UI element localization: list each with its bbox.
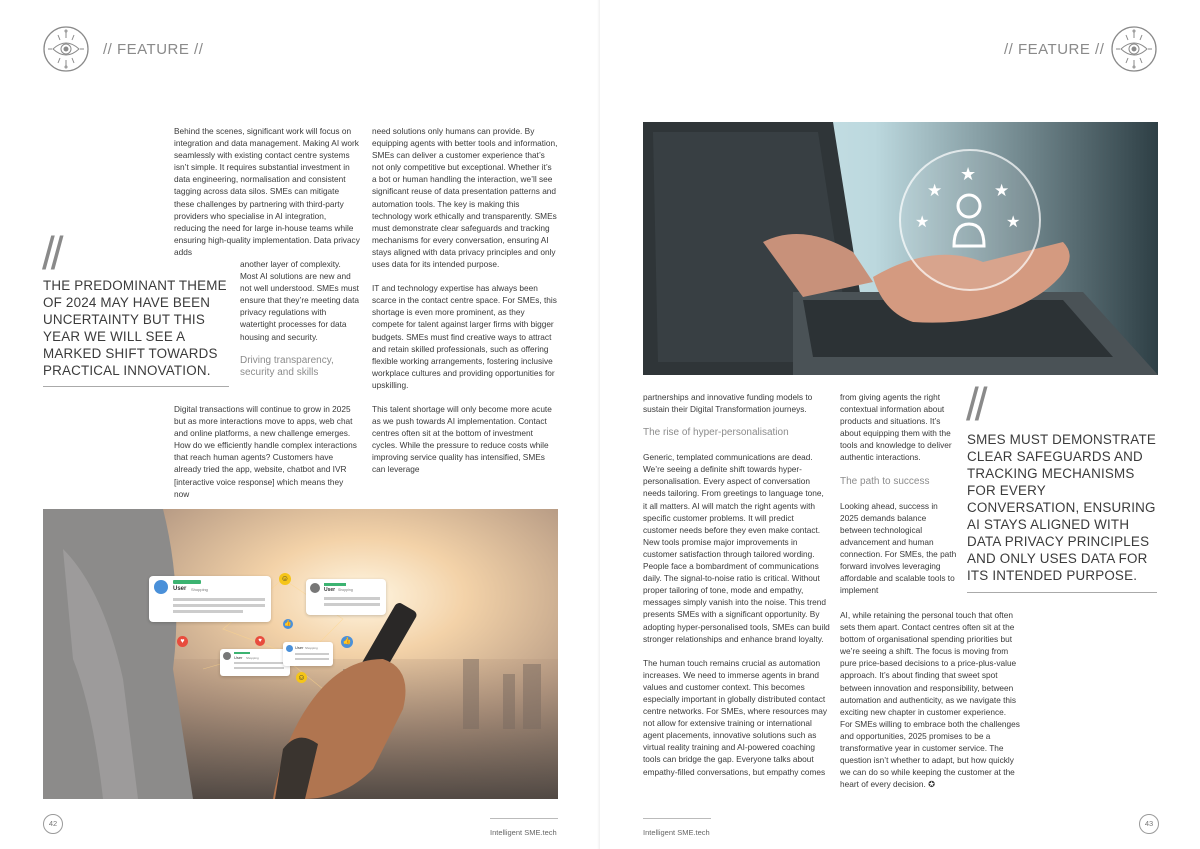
card-tag: Shopping: [246, 656, 259, 660]
footer-publication: Intelligent SME.tech: [643, 828, 710, 837]
text-line: [234, 667, 284, 669]
smiley-icon: ☺: [297, 673, 306, 682]
body-column-2-wide: [840, 609, 1020, 790]
paragraph: from giving agents the right contextual information about products and situations. It’s about equipping them with the tools and knowledge to deliver authentic interactions.: [840, 392, 952, 463]
laptop-rating-photo: [643, 122, 1158, 375]
body-column-2-narrow: [840, 391, 957, 596]
rating-stars: [173, 580, 201, 584]
quote-mark: //: [966, 378, 984, 430]
avatar: [154, 580, 168, 594]
heart-icon: ♥: [177, 636, 188, 647]
footer-divider: [490, 818, 558, 819]
body-column-1-indented: [240, 258, 360, 391]
card-user-name: User: [295, 645, 304, 650]
body-column-2: [372, 125, 558, 488]
section-label: // FEATURE //: [103, 41, 204, 58]
card-user-name: User: [234, 655, 243, 660]
subheading: Driving transparency, security and skills: [240, 354, 334, 378]
page-number: 43: [1139, 814, 1159, 834]
text-line: [295, 658, 329, 660]
quote-mark: //: [42, 227, 60, 279]
social-card: [306, 579, 386, 615]
text-line: [173, 598, 265, 601]
like-icon: 👍: [341, 636, 353, 648]
paragraph: need solutions only humans can provide. By equipping agents with better tools and information, SMEs can deliver a customer experience that’s not only competitive but exceptional. Whether it’s a bot or human handling the interaction, we’ll see significant reuse of data presentation patterns and automation tools. The key is making this technology work ethically and transparently. SMEs must demonstrate clear safeguards and tracking mechanisms for every conversation, ensuring AI stays aligned with data privacy principles and only uses data for its intended purpose.: [372, 126, 558, 270]
subheading: The rise of hyper-personalisation: [643, 427, 789, 439]
phone-social-photo: [43, 509, 558, 799]
star-icon: ★: [994, 181, 1010, 200]
rating-stars: [324, 583, 346, 586]
card-user-name: User: [173, 586, 187, 592]
text-line: [324, 597, 380, 600]
section-label: // FEATURE //: [1004, 41, 1105, 58]
page-number: 42: [43, 814, 63, 834]
text-line: [295, 653, 329, 655]
footer-divider: [643, 818, 711, 819]
paragraph: The human touch remains crucial as automation increases. We need to immerse agents in brand values and customer context. This becomes especially important in globally distributed contact centre networks. For SMEs, where resources may not allow for extensive training or international agent placements, innovative solutions such as virtual reality training and AI-powered coaching tools can bridge the gap. Everyone talks about empathy-filled conversations, but empathy comes: [643, 657, 827, 777]
pull-quote: THE PREDOMINANT THEME OF 2024 MAY HAVE BEEN UNCERTAINTY BUT THIS YEAR WE WILL SEE A MARKED SHIFT TOWARDS PRACTICAL INNOVATION.: [43, 278, 227, 378]
pull-quote: SMES MUST DEMONSTRATE CLEAR SAFEGUARDS AND TRACKING MECHANISMS FOR EVERY CONVERSATION, ENSURING AI STAYS ALIGNED WITH DATA PRIVACY PRINCIPLES AND ONLY USES DATA FOR ITS INTENDED PURPOSE.: [967, 432, 1156, 583]
paragraph: Generic, templated communications are dead. We’re seeing a definite shift towards hyper-personalisation. Every aspect of conversation needs tailoring. From greetings to language tone, it all matters. AI will match the right agents with specific customer problems. It will predict customer needs before they even make contact. New tools promise major improvements in customer satisfaction through tailored wording. People face a bombardment of communications daily. The signal-to-noise ratio is critical. Without proper tailoring of tone, mode and empathy, messages simply vanish into the noise. This trend presents SMEs with a significant opportunity. By adopting hyper-personalised tools, SMEs can build stronger relationships and enhance brand loyalty.: [643, 452, 830, 644]
star-icon: ★: [1006, 214, 1021, 231]
paragraph: Looking ahead, success in 2025 demands balance between technological advancement and human connection. For SMEs, the path forward involves leveraging affordable and scalable tools to implement: [840, 500, 957, 596]
social-card: [220, 649, 290, 676]
text-line: [173, 610, 243, 613]
paragraph: AI, while retaining the personal touch that often sets them apart. Contact centres often sit at the bottom of organisational spending priorities but we’re seeing a shift. The focus is moving from pure price-based decisions to a price-plus-value approach. It’s about finding that sweet spot between innovation and responsibility, between automation and authenticity, as we navigate this exciting new chapter in customer experience. For SMEs willing to embrace both the challenges and opportunities, 2025 promises to be a transformative year in customer service. The question isn’t whether to adapt, but how quickly we can do so while keeping the customer at the heart of every decision.: [840, 610, 1020, 790]
text-line: [324, 603, 380, 606]
heart-icon: ♥: [255, 636, 265, 646]
pull-quote-divider: [967, 592, 1157, 593]
text-line: [234, 662, 284, 664]
smiley-icon: ☺: [280, 574, 290, 583]
card-tag: Shopping: [191, 587, 208, 592]
text-line: [173, 604, 265, 607]
user-rating-icon: [951, 192, 987, 250]
footer-publication: Intelligent SME.tech: [490, 828, 557, 837]
social-card: [283, 642, 333, 666]
avatar: [286, 645, 293, 652]
paragraph: Digital transactions will continue to grow in 2025 but as more interactions move to apps, web chat and online platforms, a new challenge emerges. How do we efficiently handle complex interactions that reach human agents? Customers have already tried the app, website, chatbot and IVR [interactive voice response] which means they now: [174, 404, 357, 499]
pull-quote-divider: [43, 386, 229, 387]
star-icon: ★: [915, 214, 930, 231]
card-tag: Shopping: [305, 646, 318, 650]
card-user-name: User: [324, 587, 336, 593]
paragraph: Behind the scenes, significant work will focus on integration and data management. Making AI work seamlessly with existing contact centre systems isn’t simple. It requires substantial investment in data engineering, normalisation and consistent tagging across data silos. SMEs can mitigate these challenges by partnering with third-party providers who specialise in AI integration, reducing the need for large in-house teams while ensuring high-quality implementation. Data privacy adds: [174, 126, 360, 257]
social-card: [149, 576, 271, 622]
eye-circuit-logo-icon: [43, 26, 89, 72]
body-column-1-top: [174, 125, 360, 258]
body-column-1-bottom: [174, 403, 360, 512]
like-icon: 👍: [284, 621, 292, 627]
right-page: [600, 0, 1200, 849]
avatar: [310, 583, 320, 593]
eye-circuit-logo-icon: [1111, 26, 1157, 72]
star-icon: ★: [927, 181, 943, 200]
paragraph: This talent shortage will only become more acute as we push towards AI implementation. Contact centres often sit at the bottom of investment cycles. While the pressure to reduce costs while improving service quality has intensified, SMEs can leverage: [372, 403, 552, 475]
avatar: [223, 652, 231, 660]
paragraph: IT and technology expertise has always been scarce in the contact centre space. For SMEs, this shortage is even more prominent, as they compete for talent against larger firms with bigger budgets. SMEs must find creative ways to attract and retain skilled professionals, such as offering flexible working arrangements, fostering inclusive workplace cultures and providing opportunities for upskilling.: [372, 283, 557, 390]
rating-stars: [234, 652, 250, 654]
end-mark-icon: ✪: [928, 779, 936, 790]
star-icon: ★: [960, 164, 977, 184]
subheading: The path to success: [840, 475, 930, 487]
body-column-1: [643, 391, 830, 790]
card-tag: Shopping: [338, 588, 353, 592]
paragraph: partnerships and innovative funding models to sustain their Digital Transformation journeys.: [643, 392, 813, 415]
paragraph: another layer of complexity. Most AI solutions are new and not well understood. SMEs must ensure that they’re meeting data privacy regulations with watertight processes for data housing and security.: [240, 259, 359, 342]
